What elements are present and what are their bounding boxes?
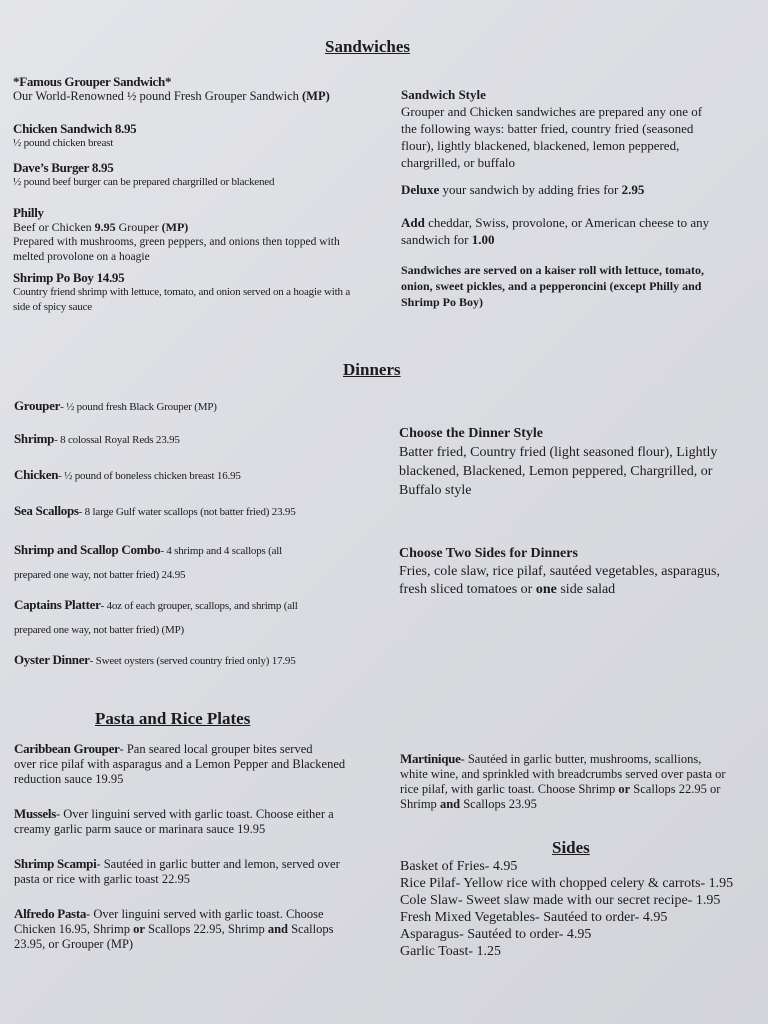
menu-item-grouper-dinner: Grouper- ½ pound fresh Black Grouper (MP) [14,398,217,413]
menu-item-shrimp-scampi: Shrimp Scampi- Sautéed in garlic butter and lemon, served over pasta or rice with garlic toast 22.95 [14,856,340,886]
dinner-style: Choose the Dinner Style Batter fried, Country fried (light seasoned flour), Lightly blackened, Blackened, Lemon peppered, Chargrilled, or Buffalo style [399,426,718,498]
section-title-sides: Sides [552,838,590,857]
item-name: Chicken Sandwich 8.95 [13,121,137,136]
section-title-pasta-rice: Pasta and Rice Plates [95,709,251,728]
menu-item-captains-platter: Captains Platter- 4oz of each grouper, scallops, and shrimp (all prepared one way, not batter fried) (MP) [14,597,298,636]
item-desc-2: Prepared with mushrooms, green peppers, and onions then topped with [13,236,340,248]
menu-item-chicken-dinner: Chicken- ½ pound of boneless chicken breast 16.95 [14,467,241,482]
sandwich-add-cheese: Add cheddar, Swiss, provolone, or American cheese to any sandwich for 1.00 [401,215,710,247]
item-name: *Famous Grouper Sandwich* [13,74,172,89]
side-item: Garlic Toast- 1.25 [400,944,502,959]
item-desc: ½ pound beef burger can be prepared chargrilled or blackened [13,176,275,188]
section-title-dinners: Dinners [343,360,401,379]
dinner-style-title: Choose the Dinner Style [399,426,544,441]
sandwich-style-line: Grouper and Chicken sandwiches are prepared any one of [401,104,703,119]
menu-item-mussels: Mussels- Over linguini served with garlic toast. Choose either a creamy garlic parm sauce or marinara sauce 19.95 [14,806,334,836]
sandwich-deluxe: Deluxe your sandwich by adding fries for 2.95 [401,182,645,197]
menu-item-chicken-sandwich [13,121,136,151]
menu-item-shrimp-scallop-combo: Shrimp and Scallop Combo- 4 shrimp and 4 scallops (all prepared one way, not batter fried) 24.95 [14,542,283,581]
side-item: Rice Pilaf- Yellow rice with chopped celery & carrots- 1.95 [400,876,734,891]
sandwich-style [401,86,702,171]
item-name: Philly [13,205,44,220]
menu-item-oyster-dinner: Oyster Dinner- Sweet oysters (served country fried only) 17.95 [14,652,296,667]
item-desc: Country friend shrimp with lettuce, tomato, and onion served on a hoagie with a [13,286,351,298]
menu-item-shrimp-po-boy [13,270,350,315]
item-desc-2: side of spicy sauce [13,301,92,313]
item-desc: Our World-Renowned ½ pound Fresh Grouper Sandwich (MP) [13,89,330,103]
item-desc: Beef or Chicken 9.95 Grouper (MP) [13,220,189,234]
menu-item-sea-scallops: Sea Scallops- 8 large Gulf water scallops (not batter fried) 23.95 [14,503,296,518]
dinner-sides-choice: Choose Two Sides for Dinners Fries, cole slaw, rice pilaf, sautéed vegetables, asparagus, fresh sliced tomatoes or one side salad [399,546,720,597]
sandwich-served-note: Sandwiches are served on a kaiser roll with lettuce, tomato, onion, sweet pickles, and a pepperoncini (except Philly and Shrimp Po Boy) [401,263,704,309]
sides-list [400,858,733,960]
menu-item-caribbean-grouper: Caribbean Grouper- Pan seared local grouper bites served over rice pilaf with asparagus and a Lemon Pepper and Blackened reduction sauce 19.95 [14,741,346,786]
sandwich-style-line: flour), lightly blackened, blackened, lemon peppered, [401,138,680,153]
sandwich-style-line: chargrilled, or buffalo [401,155,515,170]
item-name: Dave’s Burger 8.95 [13,160,114,175]
item-desc: ½ pound chicken breast [13,137,114,149]
sandwich-style-line: the following ways: batter fried, country fried (seasoned [401,121,694,136]
side-item: Basket of Fries- 4.95 [400,859,518,874]
item-desc-3: melted provolone on a hoagie [13,251,150,263]
menu-item-alfredo-pasta: Alfredo Pasta- Over linguini served with garlic toast. Choose Chicken 16.95, Shrimp or Scallops 22.95, Shrimp and Scallops 23.95, or Grouper (MP) [14,906,334,951]
side-item: Asparagus- Sautéed to order- 4.95 [400,927,592,942]
menu-item-shrimp-dinner: Shrimp- 8 colossal Royal Reds 23.95 [14,431,180,446]
section-title-sandwiches: Sandwiches [325,37,411,56]
dinner-sides-title: Choose Two Sides for Dinners [399,546,578,561]
menu-item-martinique: Martinique- Sautéed in garlic butter, mushrooms, scallions, white wine, and sprinkled with breadcrumbs served over pasta or rice pilaf, with garlic toast. Choose Shrimp or Scallops 22.95 or Shrimp and Scallops 23.95 [400,751,726,811]
side-item: Cole Slaw- Sweet slaw made with our secret recipe- 1.95 [400,893,721,908]
side-item: Fresh Mixed Vegetables- Sautéed to order- 4.95 [400,910,668,925]
sandwich-style-title: Sandwich Style [401,87,486,102]
item-name: Shrimp Po Boy 14.95 [13,270,125,285]
menu-item-philly [13,205,340,265]
menu-item-daves-burger [13,160,274,190]
menu-item-famous-grouper [13,74,330,104]
